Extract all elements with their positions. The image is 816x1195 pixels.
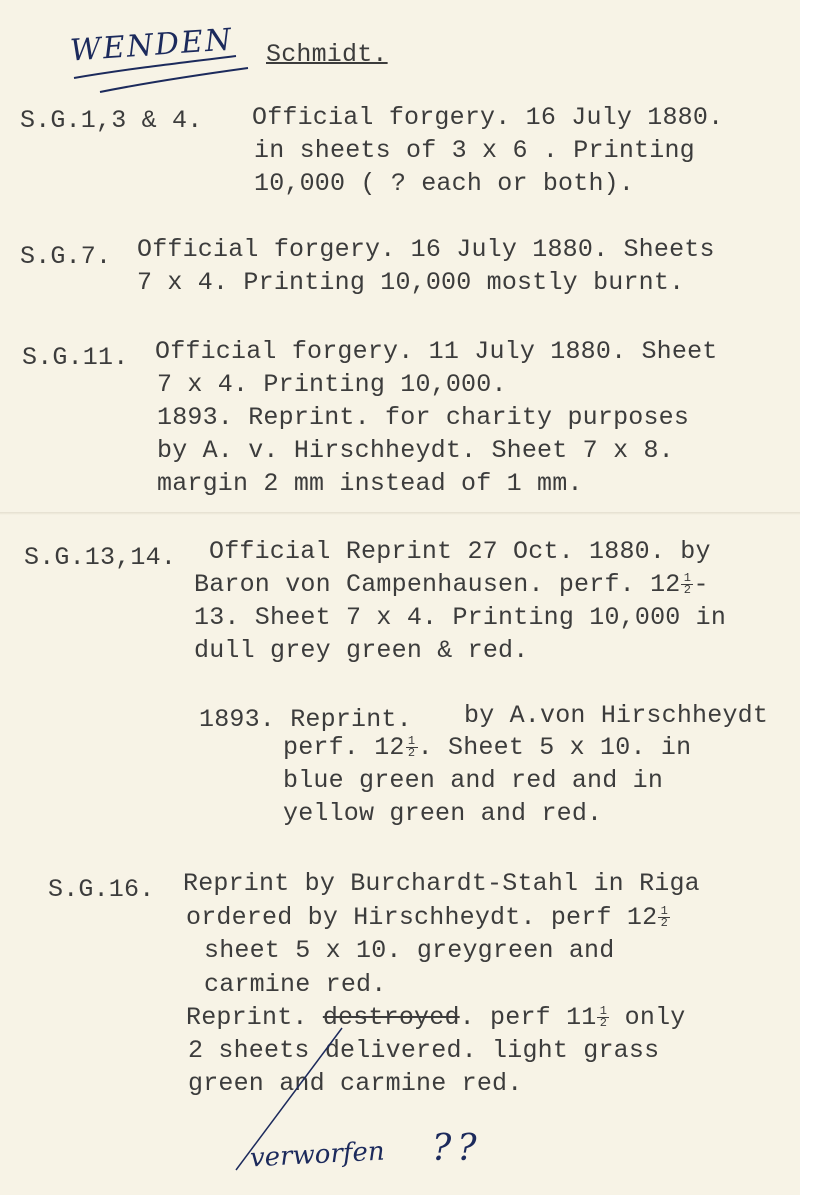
entry-line: in sheets of 3 x 6 . Printing xyxy=(254,136,695,165)
pen-slash xyxy=(236,1028,342,1170)
author-name: Schmidt. xyxy=(266,40,388,69)
fraction-suffix: - xyxy=(693,570,709,599)
entry-line: sheet 5 x 10. greygreen and xyxy=(204,936,615,965)
fraction-numerator: 1 xyxy=(681,573,693,585)
entry-line: blue green and red and in xyxy=(283,766,664,795)
entry-line: 7 x 4. Printing 10,000. xyxy=(157,370,507,399)
entry-line: Baron von Campenhausen. perf. 12 xyxy=(194,570,681,599)
entry-line: Official forgery. 16 July 1880. xyxy=(252,103,724,132)
fraction-denominator: 2 xyxy=(599,1015,608,1030)
entry-line: Official forgery. 16 July 1880. Sheets xyxy=(137,235,715,264)
handwritten-underline xyxy=(74,56,236,78)
fraction-denominator: 2 xyxy=(683,582,692,597)
entry-line: Official Reprint 27 Oct. 1880. by xyxy=(209,537,711,566)
entry-line: green and carmine red. xyxy=(188,1069,523,1098)
entry-line: by A. v. Hirschheydt. Sheet 7 x 8. xyxy=(157,436,674,465)
handwritten-title: WENDEN xyxy=(68,22,235,69)
fraction-numerator: 1 xyxy=(597,1006,609,1018)
entry-line: by A.von Hirschheydt xyxy=(464,701,769,730)
entry-line: Reprint by Burchardt-Stahl in Riga xyxy=(183,869,700,898)
entry-line: yellow green and red. xyxy=(283,799,603,828)
fraction-denominator: 2 xyxy=(660,915,668,930)
entry-line: dull grey green & red. xyxy=(194,636,529,665)
entry-line: . perf 11 xyxy=(459,1003,597,1032)
entry-ref: S.G.13,14. xyxy=(24,543,177,572)
entry-line: ordered by Hirschheydt. perf 12 xyxy=(186,903,658,932)
entry-ref: S.G.1,3 & 4. xyxy=(20,106,203,135)
entry-ref: S.G.7. xyxy=(20,242,112,271)
entry-line: 1893. Reprint. for charity purposes xyxy=(157,403,690,432)
struck-word: destroyed xyxy=(322,1003,460,1032)
fraction-numerator: 1 xyxy=(658,906,670,918)
entry-line: perf. 12 xyxy=(283,733,405,762)
entry-ref: S.G.11. xyxy=(22,343,129,372)
entry-line: 10,000 ( ? each or both). xyxy=(254,169,635,198)
entry-line: 13. Sheet 7 x 4. Printing 10,000 in xyxy=(194,603,727,632)
entry-ref: S.G.16. xyxy=(48,875,155,904)
entry-line: Reprint. xyxy=(186,1003,308,1032)
entry-line: carmine red. xyxy=(204,970,387,999)
entry-line: margin 2 mm instead of 1 mm. xyxy=(157,469,583,498)
fraction-denominator: 2 xyxy=(407,745,416,760)
entry-line: only xyxy=(609,1003,686,1032)
entry-line: 2 sheets delivered. light grass xyxy=(188,1036,660,1065)
entry-line: 7 x 4. Printing 10,000 mostly burnt. xyxy=(137,268,685,297)
entry-ref: 1893. Reprint. xyxy=(199,705,412,734)
fraction-numerator: 1 xyxy=(406,736,418,748)
handwritten-note: verworfen xyxy=(249,1136,386,1174)
handwritten-question-marks: ?? xyxy=(432,1128,483,1169)
entry-line: Official forgery. 11 July 1880. Sheet xyxy=(155,337,718,366)
entry-line: . Sheet 5 x 10. in xyxy=(417,733,692,762)
